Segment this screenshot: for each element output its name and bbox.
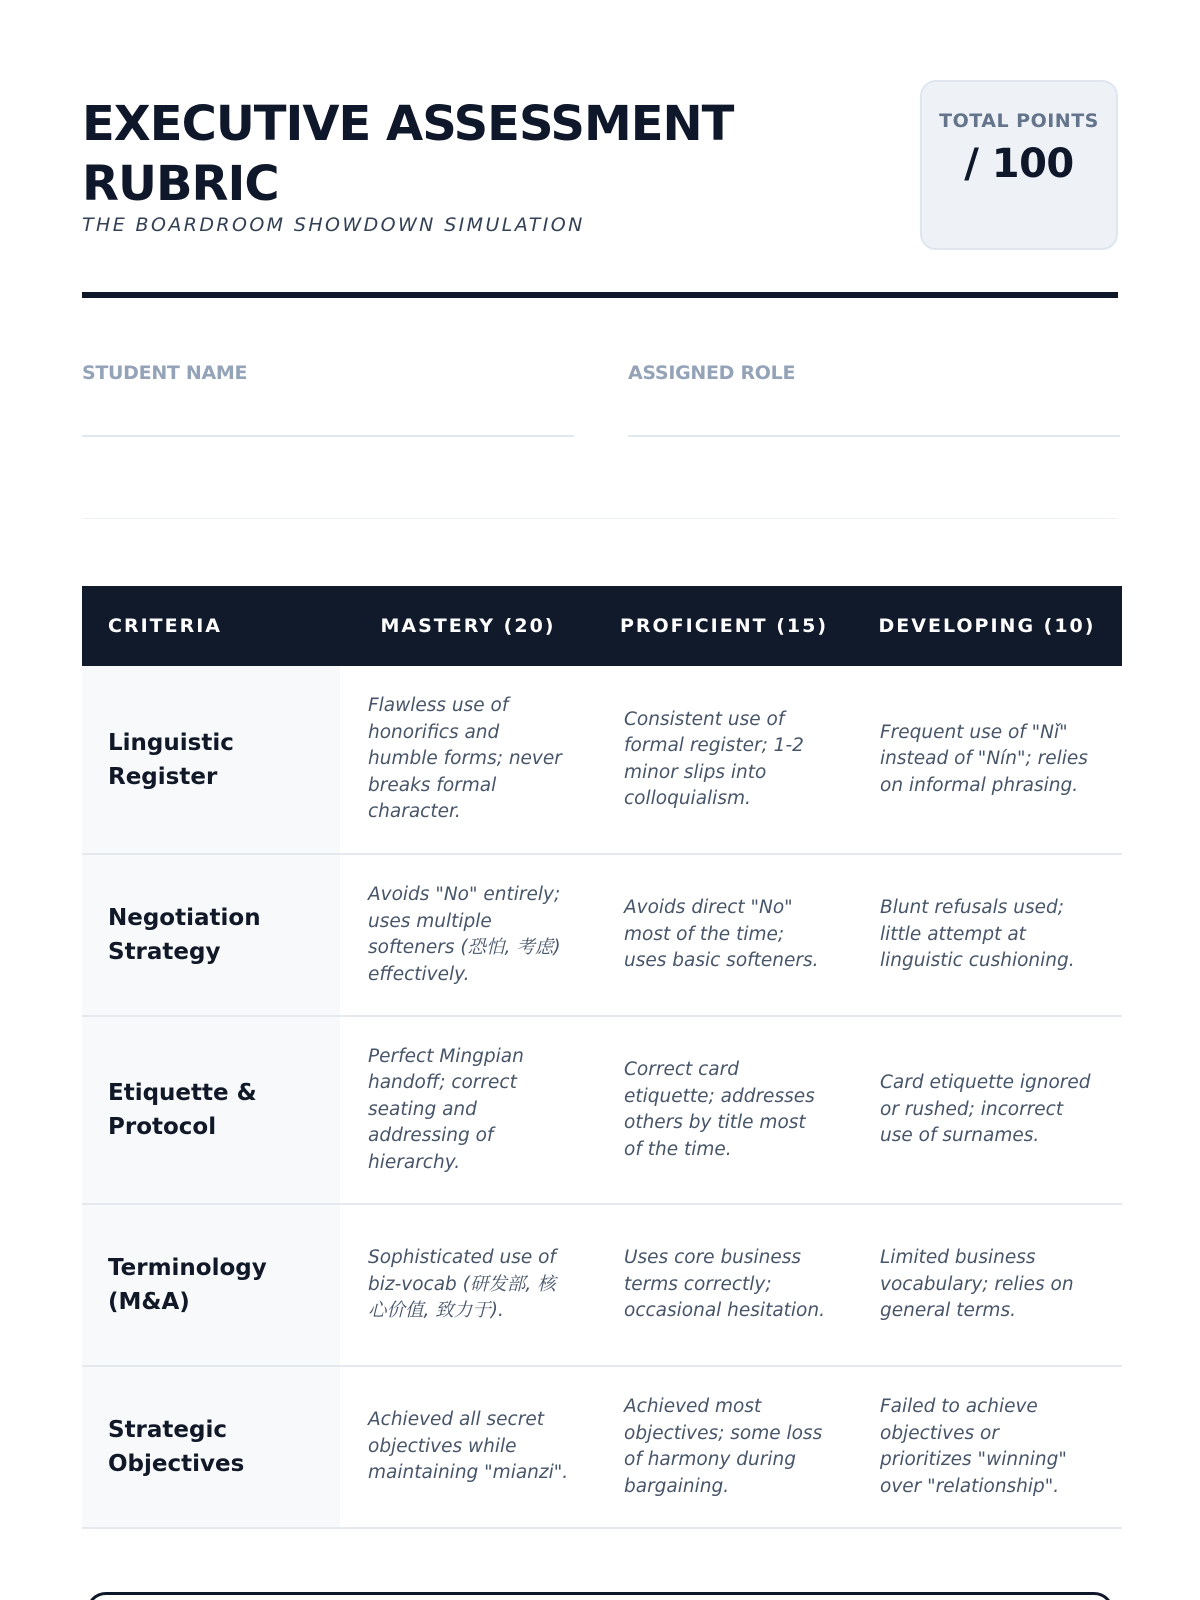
developing-cell: Frequent use of "Nǐ" instead of "Nín"; relies on informal phrasing. [852, 666, 1122, 854]
section-divider [82, 518, 1118, 519]
table-header-row [82, 586, 1122, 666]
summary-box [86, 1592, 1114, 1600]
mastery-cell: Flawless use of honorifics and humble forms; never breaks formal character. [340, 666, 596, 854]
header-proficient: PROFICIENT (15) [596, 586, 852, 666]
criteria-cell: Terminology (M&A) [82, 1204, 340, 1366]
developing-cell: Failed to achieve objectives or prioritizes "winning" over "relationship". [852, 1366, 1122, 1528]
student-name-field[interactable] [82, 362, 574, 437]
mastery-cell: Perfect Mingpian handoff; correct seating and addressing of hierarchy. [340, 1016, 596, 1204]
table-row [82, 854, 1122, 1016]
criteria-cell: Negotiation Strategy [82, 854, 340, 1016]
student-name-line[interactable] [82, 435, 574, 437]
header-divider [82, 292, 1118, 298]
header-criteria: CRITERIA [82, 586, 340, 666]
page-subtitle: THE BOARDROOM SHOWDOWN SIMULATION [82, 214, 585, 236]
proficient-cell: Achieved most objectives; some loss of harmony during bargaining. [596, 1366, 852, 1528]
assigned-role-line[interactable] [628, 435, 1120, 437]
assigned-role-label: ASSIGNED ROLE [628, 362, 796, 384]
page-title: EXECUTIVE ASSESSMENT RUBRIC [82, 96, 734, 212]
table-row [82, 1366, 1122, 1528]
proficient-cell: Consistent use of formal register; 1-2 minor slips into colloquialism. [596, 666, 852, 854]
mastery-cell: Sophisticated use of biz-vocab (研发部, 核心价值, 致力于). [340, 1204, 596, 1366]
mastery-cell: Achieved all secret objectives while maintaining "mianzi". [340, 1366, 596, 1528]
table-row [82, 666, 1122, 854]
student-name-label: STUDENT NAME [82, 362, 248, 384]
total-points-value: / 100 [964, 141, 1074, 187]
rubric-table [82, 586, 1122, 1529]
mastery-cell: Avoids "No" entirely; uses multiple softeners (恐怕, 考虑) effectively. [340, 854, 596, 1016]
proficient-cell: Avoids direct "No" most of the time; uses basic softeners. [596, 854, 852, 1016]
header-mastery: MASTERY (20) [340, 586, 596, 666]
developing-cell: Limited business vocabulary; relies on general terms. [852, 1204, 1122, 1366]
criteria-cell: Strategic Objectives [82, 1366, 340, 1528]
total-points-label: TOTAL POINTS [939, 110, 1099, 132]
developing-cell: Card etiquette ignored or rushed; incorrect use of surnames. [852, 1016, 1122, 1204]
developing-cell: Blunt refusals used; little attempt at linguistic cushioning. [852, 854, 1122, 1016]
table-row [82, 1016, 1122, 1204]
assigned-role-field[interactable] [628, 362, 1120, 437]
header-developing: DEVELOPING (10) [852, 586, 1122, 666]
criteria-cell: Etiquette & Protocol [82, 1016, 340, 1204]
total-points-box [920, 80, 1118, 250]
criteria-cell: Linguistic Register [82, 666, 340, 854]
header [82, 80, 1118, 250]
table-row [82, 1204, 1122, 1366]
proficient-cell: Uses core business terms correctly; occasional hesitation. [596, 1204, 852, 1366]
proficient-cell: Correct card etiquette; addresses others by title most of the time. [596, 1016, 852, 1204]
